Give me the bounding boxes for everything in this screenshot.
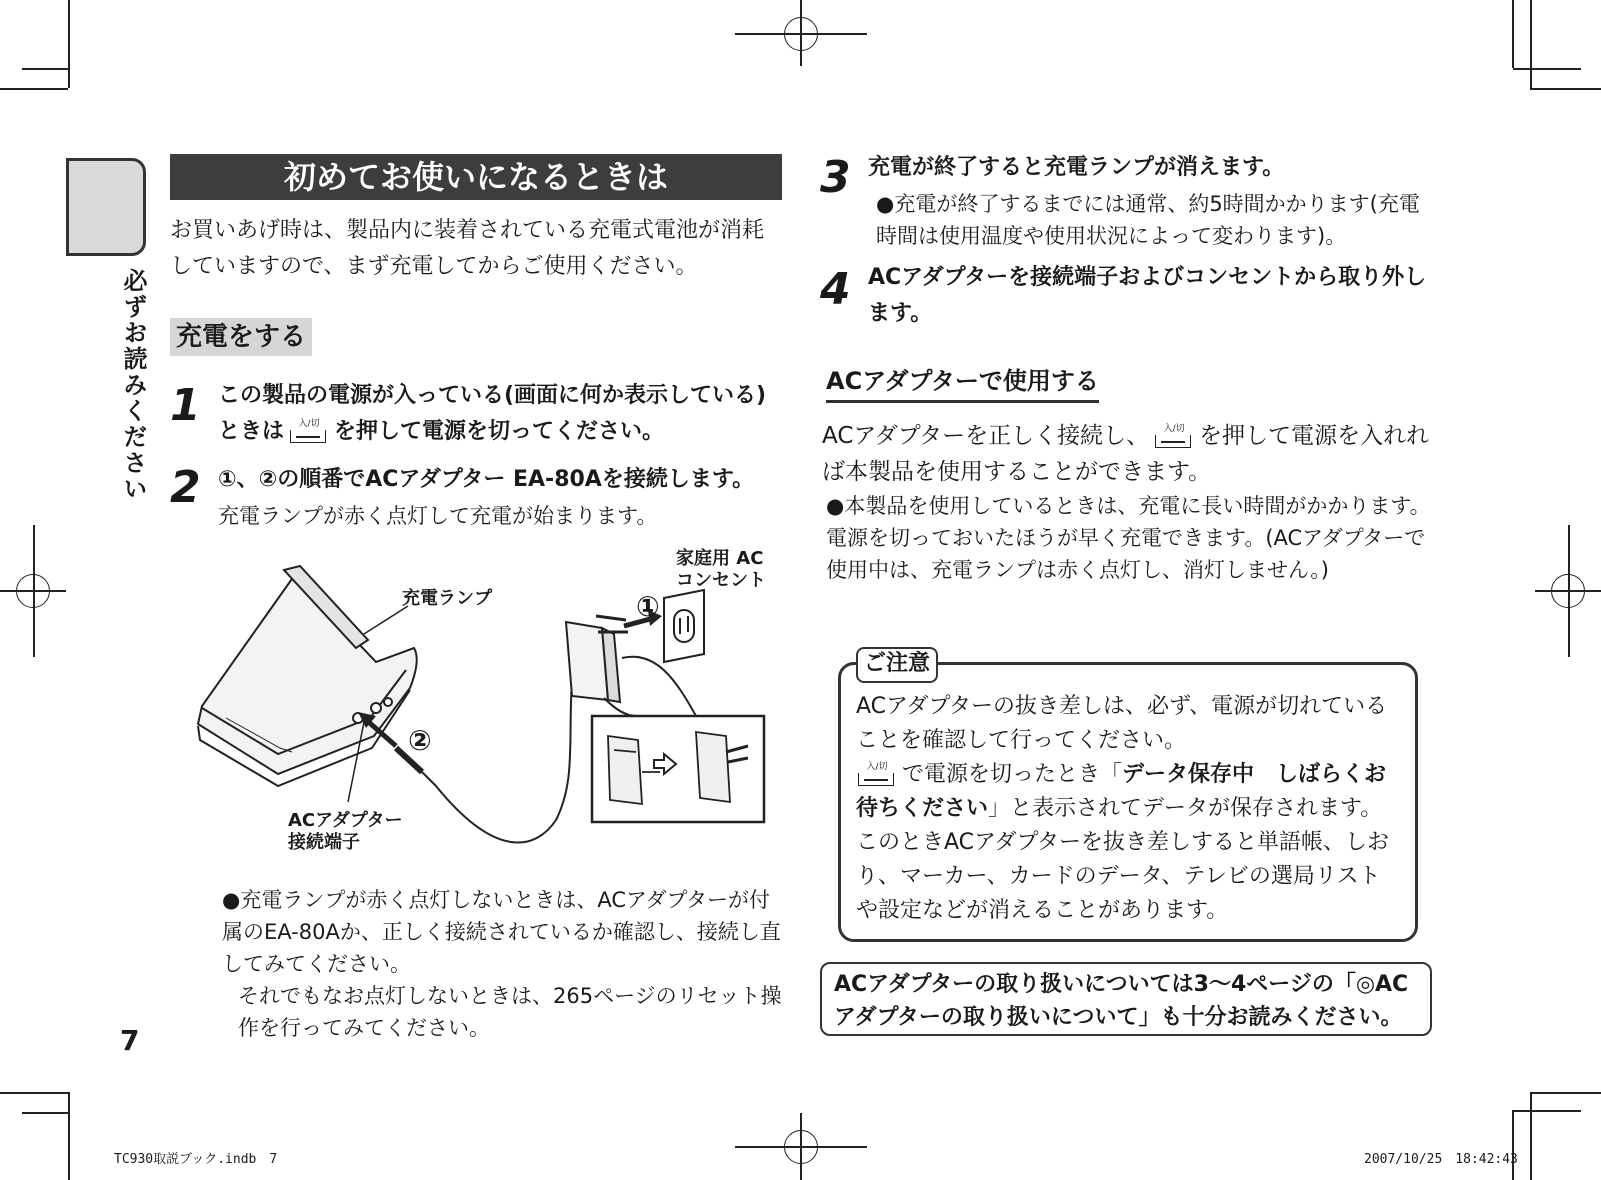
step-2-number: 2: [170, 462, 201, 513]
section-tab-label: 必ずお読みください: [119, 268, 147, 502]
label-port-line2: 接続端子: [288, 832, 360, 853]
page-number: 7: [120, 1024, 140, 1057]
charging-note-cont: それでもなお点灯しないときは、265ページのリセット操作を行ってみてください。: [238, 984, 782, 1040]
step-2-text: ①、②の順番でACアダプター EA-80Aを接続します。: [218, 467, 755, 492]
step-4-text: ACアダプターを接続端子およびコンセントから取り外します。: [868, 265, 1427, 326]
device-drawing: [198, 566, 417, 786]
registration-mark: [784, 17, 818, 51]
crop-mark: [1513, 1110, 1581, 1112]
charging-note: ●充電ランプが赤く点灯しないときは、ACアダプターが付属のEA-80Aか、正しく接続されているか確認し、接続し直してみてください。: [222, 888, 781, 976]
marker-1: ①: [636, 590, 660, 623]
adapter-drawing: [566, 616, 628, 702]
notice-text: ACアダプターの抜き差しは、必ず、電源が切れていることを確認して行ってください。 入/切 で電源を切ったとき「データ保存中 しばらくお待ちください」と表示されてデータが保存されます。このときACアダプターを抜き差しすると単語帳、しおり、マーカー、カードのデータ、テレビの選局リストや設定などが消えることがあります。: [856, 694, 1389, 923]
label-outlet-line1: 家庭用 AC: [676, 548, 764, 569]
step-3-subtext: ●充電が終了するまでには通常、約5時間かかります(充電時間は使用温度や使用状況によって変わります)。: [876, 192, 1420, 248]
step-3-number: 3: [820, 152, 851, 203]
outlet-drawing: [664, 590, 704, 662]
notice-tag: ご注意: [856, 647, 938, 683]
marker-2: ②: [408, 724, 432, 757]
crop-mark: [1513, 68, 1581, 70]
crop-mark: [1530, 88, 1601, 90]
label-charge-lamp: 充電ランプ: [402, 588, 492, 609]
step-1-text: この製品の電源が入っている(画面に何か表示している)ときは 入/切 を押して電源を切ってください。: [218, 383, 767, 444]
step-1-number: 1: [170, 380, 201, 431]
registration-mark: [16, 574, 50, 608]
footer-file: TC930取説ブック.indb 7: [114, 1152, 278, 1167]
crop-mark: [1530, 1092, 1532, 1180]
crop-mark: [22, 1112, 68, 1114]
section-tab: [66, 158, 146, 256]
registration-mark: [784, 1130, 818, 1164]
label-outlet-line2: コンセント: [676, 570, 766, 591]
crop-mark: [1530, 1092, 1601, 1094]
charging-heading: 充電をする: [170, 318, 312, 356]
label-port-line1: ACアダプター: [288, 810, 403, 831]
registration-mark: [1551, 574, 1585, 608]
page-title: 初めてお使いになるときは: [170, 154, 782, 200]
crop-mark: [1530, 0, 1532, 88]
crop-mark: [68, 0, 70, 88]
step-2-subtext: 充電ランプが赤く点灯して充電が始まります。: [218, 504, 658, 528]
step-4-number: 4: [820, 264, 851, 315]
reference-box: ACアダプターの取り扱いについては3〜4ページの「◎ACアダプターの取り扱いについて」も十分お読みください。: [820, 962, 1432, 1036]
crop-mark: [22, 68, 68, 70]
ac-use-text: ACアダプターを正しく接続し、 入/切 を押して電源を入れれば本製品を使用することができます。: [822, 423, 1430, 485]
ac-use-heading: ACアダプターで使用する: [826, 366, 1099, 403]
crop-mark: [1512, 0, 1514, 68]
intro-text: お買いあげ時は、製品内に装着されている充電式電池が消耗していますので、まず充電してからご使用ください。: [170, 218, 765, 279]
crop-mark: [68, 1092, 70, 1180]
power-key-icon: 入/切: [856, 762, 898, 788]
ac-use-note: ●本製品を使用しているときは、充電に長い時間がかかります。電源を切っておいたほうが早く充電できます。(ACアダプターで使用中は、充電ランプは赤く点灯し、消灯しません。): [826, 494, 1431, 582]
crop-mark: [0, 88, 68, 90]
footer-timestamp: 2007/10/25 18:42:43: [1364, 1152, 1518, 1167]
crop-mark: [0, 1092, 68, 1094]
crop-mark: [1512, 1110, 1514, 1180]
power-key-icon: 入/切: [288, 419, 330, 445]
step-3-text: 充電が終了すると充電ランプが消えます。: [868, 155, 1285, 180]
power-key-icon: 入/切: [1153, 424, 1195, 450]
